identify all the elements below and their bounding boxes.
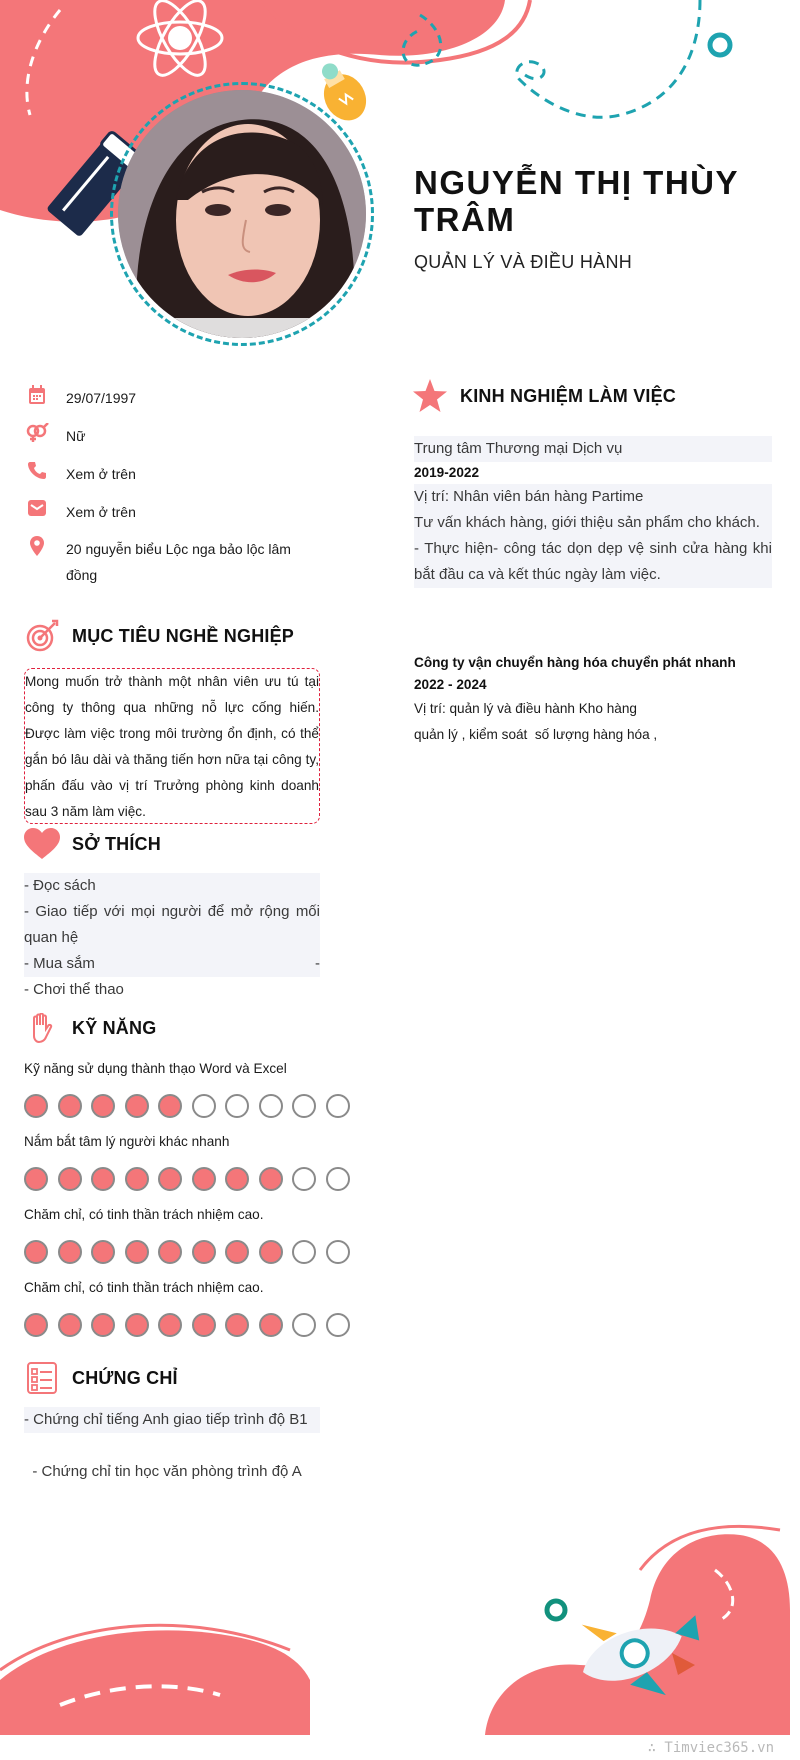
avatar [118, 90, 366, 338]
contact-address [24, 536, 306, 588]
work-years: 2022 - 2024 [414, 677, 487, 692]
gender-icon [24, 423, 50, 445]
contact-email [24, 499, 306, 525]
phone-text: Xem ở trên [66, 466, 136, 482]
hobby-item: - Chơi thể thao [24, 981, 124, 998]
rating-dot-empty [326, 1240, 350, 1264]
work-description: quản lý , kiểm soát số lượng hàng hóa , [414, 727, 658, 742]
contact-gender [24, 423, 306, 449]
rating-dot-empty [326, 1167, 350, 1191]
email-icon [24, 499, 50, 521]
skill-label: Kỹ năng sử dụng thành thạo Word và Excel [24, 1061, 287, 1076]
work-position: Vị trí: quản lý và điều hành Kho hàng [414, 701, 637, 716]
rating-dot-filled [158, 1240, 182, 1264]
rating-dot-empty [292, 1167, 316, 1191]
hobby-item: - Đọc sách [24, 873, 320, 899]
company-name: Công ty vận chuyển hàng hóa chuyển phát nhanh [414, 655, 736, 670]
portrait-image [118, 90, 366, 338]
target-icon [22, 618, 62, 654]
rating-dot-empty [326, 1313, 350, 1337]
rating-dot-empty [292, 1240, 316, 1264]
rating-dot-filled [192, 1167, 216, 1191]
skill-label: Nắm bắt tâm lý người khác nhanh [24, 1134, 230, 1149]
hobby-item [24, 951, 320, 977]
rating-dot-filled [192, 1240, 216, 1264]
rating-dot-filled [259, 1313, 283, 1337]
hobby-item: - Giao tiếp với mọi người để mở rộng mối quan hệ [24, 899, 320, 951]
work-years: 2019-2022 [414, 465, 480, 480]
phone-icon [24, 461, 50, 483]
skill-rating [24, 1167, 359, 1191]
rating-dot-empty [326, 1094, 350, 1118]
rating-dot-filled [24, 1240, 48, 1264]
hobbies-heading [22, 826, 161, 862]
certificates-heading [22, 1360, 178, 1396]
rating-dot-filled [259, 1240, 283, 1264]
calendar-icon [24, 385, 50, 407]
skill-rating [24, 1240, 359, 1264]
certificate-item: - Chứng chỉ tin học văn phòng trình độ A [24, 1463, 302, 1480]
rating-dot-filled [91, 1240, 115, 1264]
rating-dot-filled [125, 1240, 149, 1264]
email-text: Xem ở trên [66, 504, 136, 520]
rating-dot-empty [292, 1313, 316, 1337]
rating-dot-filled [58, 1167, 82, 1191]
work-position: Vị trí: Nhân viên bán hàng Partime [414, 484, 772, 510]
watermark: ∴ Timviec365.vn [647, 1740, 774, 1756]
rating-dot-filled [125, 1094, 149, 1118]
skill-rating [24, 1094, 359, 1118]
certificate-item: - Chứng chỉ tiếng Anh giao tiếp trình độ B1 [24, 1407, 320, 1433]
skill-rating [24, 1313, 359, 1337]
certificates-title: CHỨNG CHỈ [72, 1367, 178, 1388]
skill-label: Chăm chỉ, có tinh thần trách nhiệm cao. [24, 1207, 264, 1222]
hobby-trailing-mark: - [315, 955, 320, 972]
heart-icon [22, 826, 62, 862]
rating-dot-empty [225, 1094, 249, 1118]
rating-dot-filled [158, 1167, 182, 1191]
rating-dot-filled [24, 1167, 48, 1191]
work-description: - Thực hiện- công tác dọn dẹp vệ sinh cửa hàng khi bắt đầu ca và kết thúc ngày làm việc. [414, 536, 772, 588]
company-name: Trung tâm Thương mại Dịch vụ [414, 436, 772, 462]
rating-dot-filled [225, 1313, 249, 1337]
objective-heading [22, 618, 294, 654]
contact-phone [24, 461, 306, 487]
rating-dot-filled [259, 1167, 283, 1191]
experience-entry [414, 436, 772, 588]
skills-heading [22, 1010, 156, 1046]
candidate-name: NGUYỄN THỊ THÙY TRÂM [414, 164, 739, 238]
rating-dot-filled [24, 1094, 48, 1118]
contact-birthdate [24, 385, 306, 411]
rating-dot-filled [91, 1313, 115, 1337]
rating-dot-filled [225, 1167, 249, 1191]
hobbies-title: SỞ THÍCH [72, 833, 161, 854]
rating-dot-empty [259, 1094, 283, 1118]
experience-title: KINH NGHIỆM LÀM VIỆC [460, 385, 677, 406]
rating-dot-filled [192, 1313, 216, 1337]
birthdate-text: 29/07/1997 [66, 390, 137, 406]
address-text: 20 nguyễn biểu Lộc nga bảo lộc lâm đồng [66, 541, 291, 583]
rating-dot-filled [58, 1094, 82, 1118]
rating-dot-empty [292, 1094, 316, 1118]
rating-dot-empty [192, 1094, 216, 1118]
rating-dot-filled [225, 1240, 249, 1264]
rating-dot-filled [58, 1313, 82, 1337]
rating-dot-filled [58, 1240, 82, 1264]
objective-box [24, 668, 320, 824]
skill-label: Chăm chỉ, có tinh thần trách nhiệm cao. [24, 1280, 264, 1295]
experience-heading [410, 378, 676, 414]
footer-decoration [0, 1490, 800, 1760]
skills-title: KỸ NĂNG [72, 1017, 157, 1038]
rating-dot-filled [125, 1313, 149, 1337]
hobby-item-text: - Mua sắm [24, 955, 95, 972]
objective-title: MỤC TIÊU NGHỀ NGHIỆP [72, 625, 295, 646]
rating-dot-filled [125, 1167, 149, 1191]
gender-text: Nữ [66, 428, 86, 444]
rating-dot-filled [158, 1094, 182, 1118]
hand-icon [22, 1010, 62, 1046]
objective-text: Mong muốn trở thành một nhân viên ưu tú tại công ty thông qua những nỗ lực cống hiến. Được làm việc trong môi trường ổn định, có thể gắn bó lâu dài và thăng tiến hơn nữa tại công ty, phấn đấu vào vị trí Trưởng phòng kinh doanh sau 3 năm làm việc. [25, 674, 319, 819]
experience-entry [414, 652, 772, 748]
location-pin-icon [24, 536, 50, 558]
work-description: Tư vấn khách hàng, giới thiệu sản phẩm cho khách. [414, 510, 772, 536]
rating-dot-filled [24, 1313, 48, 1337]
rating-dot-filled [91, 1094, 115, 1118]
checklist-icon [22, 1360, 62, 1396]
rating-dot-filled [158, 1313, 182, 1337]
job-title: QUẢN LÝ VÀ ĐIỀU HÀNH [414, 252, 633, 272]
star-icon [410, 378, 450, 414]
rating-dot-filled [91, 1167, 115, 1191]
